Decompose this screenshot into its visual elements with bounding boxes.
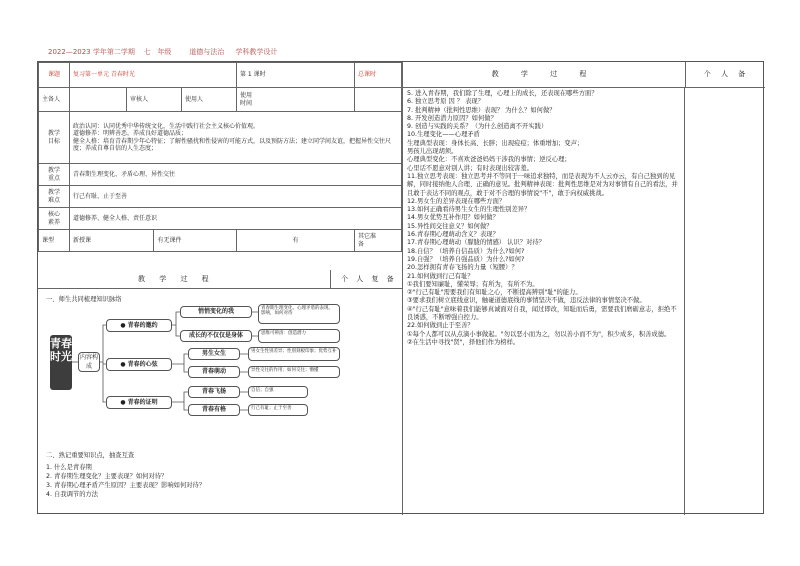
branch-3: ● 青春的证明 [106,396,172,409]
list-item: 19.自强？（培养自强品质）为什么?如何? [407,255,525,263]
use-time-value [355,88,402,112]
preparer-label: 主备人 [39,88,70,112]
list-item: 13.如何正确看待男生女生的生理性别差异？ [407,206,531,214]
list-item: 11.独立思考表现：独立思考并不等同于一味追求独特，而是表现为不人云亦云，有自己独到的见解，同时接纳他人合理、正确的意见。批判精神表现：批判性思维是对为对事情有自己的看法，并且敢于表达不同的观点，敢于对不合理的事情说"不"，敢于向权威挑战。 [407,172,678,197]
leaf-3a: 青春飞扬 [188,386,240,398]
right-column-header [402,62,765,88]
list-item: 22.如何做到止于至善？ [407,322,474,330]
list-item: 20.怎样拥有青春飞扬的力量（短腰）？ [407,264,518,272]
note-2b: 异性交往的作用；如何交往；懵懂 [248,366,340,378]
lesson-type-label: 课型 [39,230,70,252]
list-item: 14.男女优势互补作用？如何做？ [407,214,499,222]
courseware-value: 有 [236,230,354,252]
lesson-plan-sheet [37,61,764,514]
list-item: ①每个人都可以从点滴小事做起。"勿以恶小而为之，勿以善小而不为"，积少成多，积善成德。 [407,330,671,338]
list-item: 生理典型表现：身体长高、长胖；出现痘痘；体重增加；变声； [407,139,584,147]
preparer-value [70,88,127,112]
list-item: 18.自信？（培养自信品质）为什么?如何? [407,247,525,255]
leaf-1b: 成长的不仅仅是身体 [180,330,252,342]
personal-notes-column [684,88,765,515]
list-item: 7. 批判精神（批判性思维）表现？ 为什么？如何做？ [407,106,556,114]
section-1-title: 一、师生共同梳理知识脉络 [46,296,122,303]
goal-item: 健全人格：培育青春期少年心特征；了解性骚扰和性侵害的可能方式，以及预防方法；建立同学间友谊，把握异性交往尺度；养成自尊自信的人生态度； [73,137,392,152]
topic-value: 复习第一单元 青春时光 [70,63,237,88]
goal-item: 政治认同：认同优秀中华传统文化，生活中践行社会主义核心价值观。 [73,122,260,130]
goal-item: 道德修养：明辨善恶，养成良好道德品质； [73,130,188,137]
knowledge-points-list [46,463,205,500]
reviewer-label: 审核人 [127,88,182,112]
total-lessons-label: 总课时 [355,63,402,88]
goal-list [70,112,402,164]
list-item: 21.如何做到行己有耻？ [407,272,474,280]
note-1b: 思维可辨清：创造潜力 [258,329,340,343]
leaf-2b: 青春萌动 [188,366,240,378]
goal-label: 教学 目标 [39,112,70,164]
topic-label: 课题 [39,63,70,88]
other-prep-label: 其它准 备 [354,230,401,252]
list-item: 1. 什么是青春期 [46,464,92,471]
lesson-number: 第 1 课时 [236,63,354,88]
list-item: ①我们要知廉耻，懂荣辱；有所为，有所不为。 [407,280,539,288]
key-value: 青春期生理变化、矛盾心理、异性交往 [70,164,402,186]
question-list [402,88,684,515]
list-item: ②在生活中寻找"贤"，择他们作为榜样。 [407,338,520,346]
difficulty-label: 教学 难点 [39,186,70,208]
difficulty-value: 行己有耻、止于至善 [70,186,402,208]
courseware-label: 有无课件 [154,230,236,252]
list-item: 心里话不愿意对别人讲；有时表现出较害羞。 [407,164,533,172]
list-item: 心理典型变化：不喜欢爸爸妈妈干涉我的事情；逆反心理； [407,156,571,164]
leaf-2a: 男生女生 [188,348,240,360]
list-item: 3. 青春期心理矛盾产生原因？主要表现？影响如何对待？ [46,482,206,490]
list-item: ④"行己有耻"意味着我们能够真诚面对自我，闻过即改，知耻而后勇，需要我们磨砺意志，拒绝不良诱惑，不断增强自控力。 [407,305,677,322]
list-item: 17.青春期心理萌动（朦胧的情感） 认识？对待？ [407,239,545,247]
list-item: 12.男女生的差异表现在哪些方面？ [407,197,506,205]
mindmap-root: 青春时光 [50,335,72,390]
process-header-left: 教 学 过 程 [138,275,215,283]
knowledge-mind-map [44,300,400,413]
process-header [38,270,402,289]
list-item: 15.异性间交往意义？如何做？ [407,222,493,230]
list-item: 10.生理变化——心理矛盾 [407,131,480,139]
key-label: 教学 重点 [39,164,70,186]
process-header-right: 个 人 复 备 [330,270,397,288]
list-item: 5. 进入青春期，我们除了生理，心理上的成长，还表现在哪些方面？ [407,90,598,97]
lesson-type-value: 新授课 [70,230,154,252]
section-2-title: 二、熟记重要知识点，抽查互查 [46,452,135,459]
mindmap-mid: 内容构成 [79,354,98,370]
list-item: ③要求我们树立底线意识，触碰道德底线的事情坚决不做，违反法律的事情坚决不做。 [407,297,646,305]
teaching-process [38,270,402,515]
list-item: 9. 创造与实践的关系？（为什么创造离不开实践） [407,123,548,131]
note-2a: 男女生性别差异；性别刻板印象；优势互补 [248,347,340,361]
list-item: 6. 独立思考原 因 ？ 表现？ [407,98,484,106]
note-3a: 自信；自强 [248,386,308,398]
user-label: 使用人 [181,88,236,112]
note-3b: 行己有耻；止于至善 [248,404,308,416]
core-literacy-value: 道德修养、健全人格、责任意识 [70,208,402,230]
list-item: 8. 开发创造潜力原因？如何做？ [407,114,497,122]
core-literacy-label: 核心 素养 [39,208,70,230]
branch-2: ● 青春的心弦 [106,358,172,371]
process-title: 教 学 过 程 [491,70,597,78]
list-item: 男孩儿出现胡须。 [407,148,458,156]
mindmap-connectors [44,300,400,420]
use-time-label: 使用 时间 [236,88,354,112]
list-item: ②"行己有耻"需要我们有知耻之心，不断提高辨别"耻"的能力。 [407,289,582,297]
list-item: 2. 青春期生理变化？主要表现？如何对待？ [46,473,168,481]
branch-1: ● 青春的邀约 [106,319,172,332]
list-item: 16.青春期心理萌动含义？表现？ [407,231,499,239]
note-1a: 青春期生理变化、心理矛盾的表现、影响，如何对待 [258,304,340,324]
list-item: 4. 自我调节的方法 [46,491,99,499]
lesson-info-table [38,62,402,252]
document-header: 2022—2023 学年第二学期 七 年级 道德与法治 学科教学设计 [48,48,278,56]
leaf-3b: 青春有格 [188,404,240,416]
personal-prep-title: 个 人 备 [685,62,767,87]
leaf-1a: 悄悄变化的我 [180,306,252,318]
